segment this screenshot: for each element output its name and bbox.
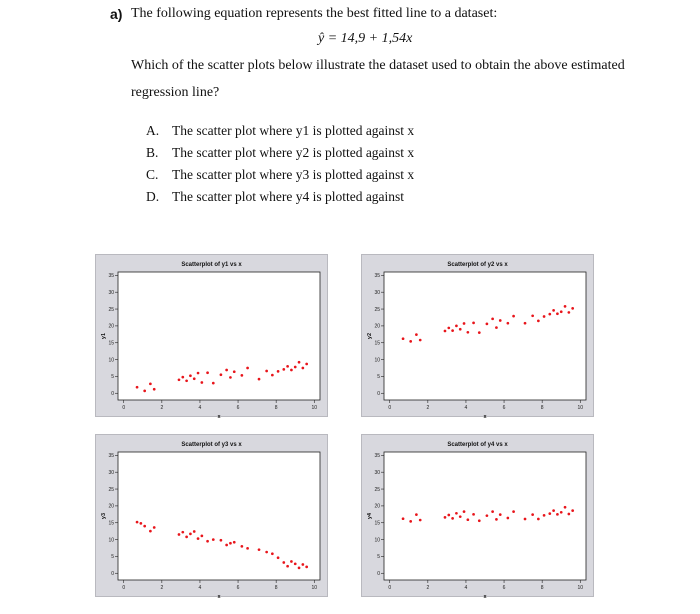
data-point [206, 371, 209, 374]
data-point [298, 567, 301, 570]
data-point [265, 370, 268, 373]
plot-area [384, 272, 586, 400]
data-point [200, 381, 203, 384]
y-tick-label: 0 [377, 571, 380, 578]
y-tick-label: 5 [377, 374, 380, 381]
x-tick-label: 6 [236, 405, 240, 411]
data-point [286, 365, 289, 368]
data-point [560, 511, 563, 514]
x-tick-label: 6 [502, 405, 506, 411]
data-point [495, 518, 498, 521]
data-point [512, 315, 515, 318]
data-point [548, 512, 551, 515]
x-tick-label: 10 [577, 585, 584, 591]
data-point [277, 370, 280, 373]
data-point [478, 519, 481, 522]
question-intro: The following equation represents the best fitted line to a dataset: [131, 6, 498, 21]
data-point [178, 378, 181, 381]
x-tick-label: 6 [236, 585, 240, 591]
data-point [499, 319, 502, 322]
question-prompt [131, 52, 631, 106]
data-point [246, 547, 249, 550]
data-point [233, 370, 236, 373]
scatterplot-y2 [361, 254, 594, 417]
x-tick-label: 4 [464, 585, 468, 591]
data-point [271, 552, 274, 555]
data-point [459, 328, 462, 331]
data-point [560, 310, 563, 313]
y-tick-label: 35 [374, 273, 380, 280]
data-point [178, 533, 181, 536]
y-tick-label: 10 [108, 537, 114, 544]
y-tick-label: 10 [108, 357, 114, 364]
x-axis-label: x [217, 414, 221, 418]
data-point [531, 513, 534, 516]
plot-area [118, 272, 320, 400]
x-tick-label: 2 [160, 405, 164, 411]
data-point [524, 322, 527, 325]
data-point [301, 563, 304, 566]
data-point [409, 520, 412, 523]
y-tick-label: 20 [374, 503, 380, 510]
data-point [524, 518, 527, 521]
data-point [149, 382, 152, 385]
data-point [229, 376, 232, 379]
data-point [512, 510, 515, 513]
y-tick-label: 35 [374, 453, 380, 460]
data-point [556, 513, 559, 516]
data-point [181, 376, 184, 379]
scatterplot-y4 [361, 434, 594, 597]
data-point [415, 513, 418, 516]
y-tick-label: 5 [111, 374, 114, 381]
scatterplot-y1 [95, 254, 328, 417]
scatterplot-y3 [95, 434, 328, 597]
x-axis-label: x [483, 414, 487, 418]
y-tick-label: 15 [374, 520, 380, 527]
x-tick-label: 10 [311, 405, 318, 411]
y-tick-label: 30 [374, 470, 380, 477]
data-point [153, 388, 156, 391]
y-axis-label: y2 [367, 332, 373, 340]
data-point [451, 517, 454, 520]
x-axis-label: x [483, 594, 487, 598]
data-point [282, 561, 285, 564]
data-point [463, 322, 466, 325]
data-point [571, 509, 574, 512]
data-point [258, 548, 261, 551]
answer-options [146, 123, 414, 211]
y-axis-label: y1 [101, 332, 107, 340]
data-point [444, 516, 447, 519]
chart-title: Scatterplot of y1 vs x [181, 262, 242, 268]
data-point [298, 361, 301, 364]
scatter-svg-y3 [96, 435, 329, 598]
y-tick-label: 0 [111, 571, 114, 578]
data-point [402, 337, 405, 340]
plot-area [118, 452, 320, 580]
data-point [181, 531, 184, 534]
y-tick-label: 5 [377, 554, 380, 561]
x-tick-label: 2 [160, 585, 164, 591]
data-point [305, 566, 308, 569]
y-tick-label: 30 [108, 290, 114, 297]
data-point [499, 513, 502, 516]
y-tick-label: 15 [108, 520, 114, 527]
y-axis-label: y3 [101, 512, 107, 520]
y-tick-label: 5 [111, 554, 114, 561]
option-a[interactable]: A. The scatter plot where y1 is plotted against x [146, 123, 415, 138]
x-tick-label: 8 [274, 405, 278, 411]
data-point [472, 322, 475, 325]
scatter-svg-y2 [362, 255, 595, 418]
y-tick-label: 30 [108, 470, 114, 477]
data-point [409, 340, 412, 343]
data-point [459, 515, 462, 518]
x-tick-label: 6 [502, 585, 506, 591]
x-tick-label: 8 [540, 585, 544, 591]
data-point [241, 374, 244, 377]
data-point [220, 539, 223, 542]
data-point [495, 326, 498, 329]
data-point [463, 510, 466, 513]
question-label: a) [110, 6, 123, 22]
data-point [277, 556, 280, 559]
data-point [567, 513, 570, 516]
data-point [419, 519, 422, 522]
data-point [265, 551, 268, 554]
data-point [206, 540, 209, 543]
scatter-svg-y4 [362, 435, 595, 598]
data-point [294, 366, 297, 369]
data-point [149, 530, 152, 533]
y-tick-label: 25 [108, 486, 114, 493]
data-point [552, 509, 555, 512]
data-point [282, 368, 285, 371]
x-tick-label: 4 [198, 585, 202, 591]
y-tick-label: 35 [108, 453, 114, 460]
x-tick-label: 10 [577, 405, 584, 411]
data-point [290, 560, 293, 563]
data-point [402, 517, 405, 520]
data-point [241, 545, 244, 548]
prompt-line-1: Which of the scatter plots below illustrate the dataset used to obtain the above estimated [131, 58, 625, 73]
data-point [478, 331, 481, 334]
data-point [556, 312, 559, 315]
data-point [537, 319, 540, 322]
y-tick-label: 30 [374, 290, 380, 297]
plot-area [384, 452, 586, 580]
data-point [189, 533, 192, 536]
data-point [212, 538, 215, 541]
data-point [301, 367, 304, 370]
data-point [564, 506, 567, 509]
data-point [185, 536, 188, 539]
y-tick-label: 10 [374, 537, 380, 544]
y-tick-label: 10 [374, 357, 380, 364]
data-point [258, 378, 261, 381]
x-tick-label: 0 [122, 405, 126, 411]
y-tick-label: 25 [374, 486, 380, 493]
data-point [472, 513, 475, 516]
data-point [286, 565, 289, 568]
y-tick-label: 15 [108, 340, 114, 347]
chart-title: Scatterplot of y4 vs x [447, 442, 508, 448]
data-point [486, 323, 489, 326]
data-point [571, 307, 574, 310]
data-point [305, 363, 308, 366]
data-point [415, 333, 418, 336]
data-point [486, 514, 489, 517]
data-point [451, 329, 454, 332]
y-tick-label: 25 [108, 306, 114, 313]
data-point [447, 514, 450, 517]
option-b[interactable]: B. The scatter plot where y2 is plotted against x [146, 145, 415, 160]
data-point [193, 377, 196, 380]
x-tick-label: 0 [388, 405, 392, 411]
data-point [466, 518, 469, 521]
chart-title: Scatterplot of y3 vs x [181, 442, 242, 448]
data-point [548, 313, 551, 316]
option-c[interactable]: C. The scatter plot where y3 is plotted against x [146, 167, 415, 182]
data-point [271, 374, 274, 377]
data-point [491, 510, 494, 513]
y-tick-label: 0 [377, 391, 380, 398]
data-point [153, 526, 156, 529]
data-point [567, 311, 570, 314]
x-axis-label: x [217, 594, 221, 598]
data-point [466, 331, 469, 334]
data-point [543, 514, 546, 517]
data-point [212, 382, 215, 385]
scatter-svg-y1 [96, 255, 329, 418]
y-tick-label: 35 [108, 273, 114, 280]
data-point [220, 373, 223, 376]
y-axis-label: y4 [367, 512, 373, 520]
option-d[interactable]: D. The scatter plot where y4 is plotted against [146, 189, 405, 204]
data-point [140, 522, 143, 525]
data-point [491, 317, 494, 320]
data-point [455, 325, 458, 328]
data-point [233, 541, 236, 544]
data-point [197, 537, 200, 540]
x-tick-label: 10 [311, 585, 318, 591]
x-tick-label: 8 [274, 585, 278, 591]
data-point [185, 379, 188, 382]
data-point [136, 521, 139, 524]
x-tick-label: 0 [388, 585, 392, 591]
chart-title: Scatterplot of y2 vs x [447, 262, 508, 268]
data-point [294, 562, 297, 565]
data-point [419, 339, 422, 342]
data-point [455, 512, 458, 515]
data-point [507, 517, 510, 520]
data-point [143, 525, 146, 528]
y-tick-label: 20 [108, 323, 114, 330]
y-tick-label: 15 [374, 340, 380, 347]
data-point [447, 327, 450, 330]
data-point [193, 530, 196, 533]
data-point [507, 322, 510, 325]
x-tick-label: 2 [426, 585, 430, 591]
y-tick-label: 20 [108, 503, 114, 510]
data-point [564, 305, 567, 308]
data-point [200, 535, 203, 538]
data-point [246, 367, 249, 370]
data-point [143, 390, 146, 393]
data-point [543, 315, 546, 318]
data-point [552, 309, 555, 312]
x-tick-label: 0 [122, 585, 126, 591]
data-point [229, 542, 232, 545]
data-point [290, 369, 293, 372]
y-tick-label: 0 [111, 391, 114, 398]
data-point [225, 369, 228, 372]
regression-equation: ŷ = 14,9 + 1,54x [318, 31, 413, 46]
data-point [189, 374, 192, 377]
data-point [537, 518, 540, 521]
data-point [225, 544, 228, 547]
y-tick-label: 25 [374, 306, 380, 313]
y-tick-label: 20 [374, 323, 380, 330]
x-tick-label: 4 [198, 405, 202, 411]
data-point [531, 314, 534, 317]
data-point [136, 386, 139, 389]
x-tick-label: 8 [540, 405, 544, 411]
data-point [444, 330, 447, 333]
prompt-line-2: regression line? [131, 85, 220, 100]
data-point [197, 372, 200, 375]
x-tick-label: 4 [464, 405, 468, 411]
x-tick-label: 2 [426, 405, 430, 411]
